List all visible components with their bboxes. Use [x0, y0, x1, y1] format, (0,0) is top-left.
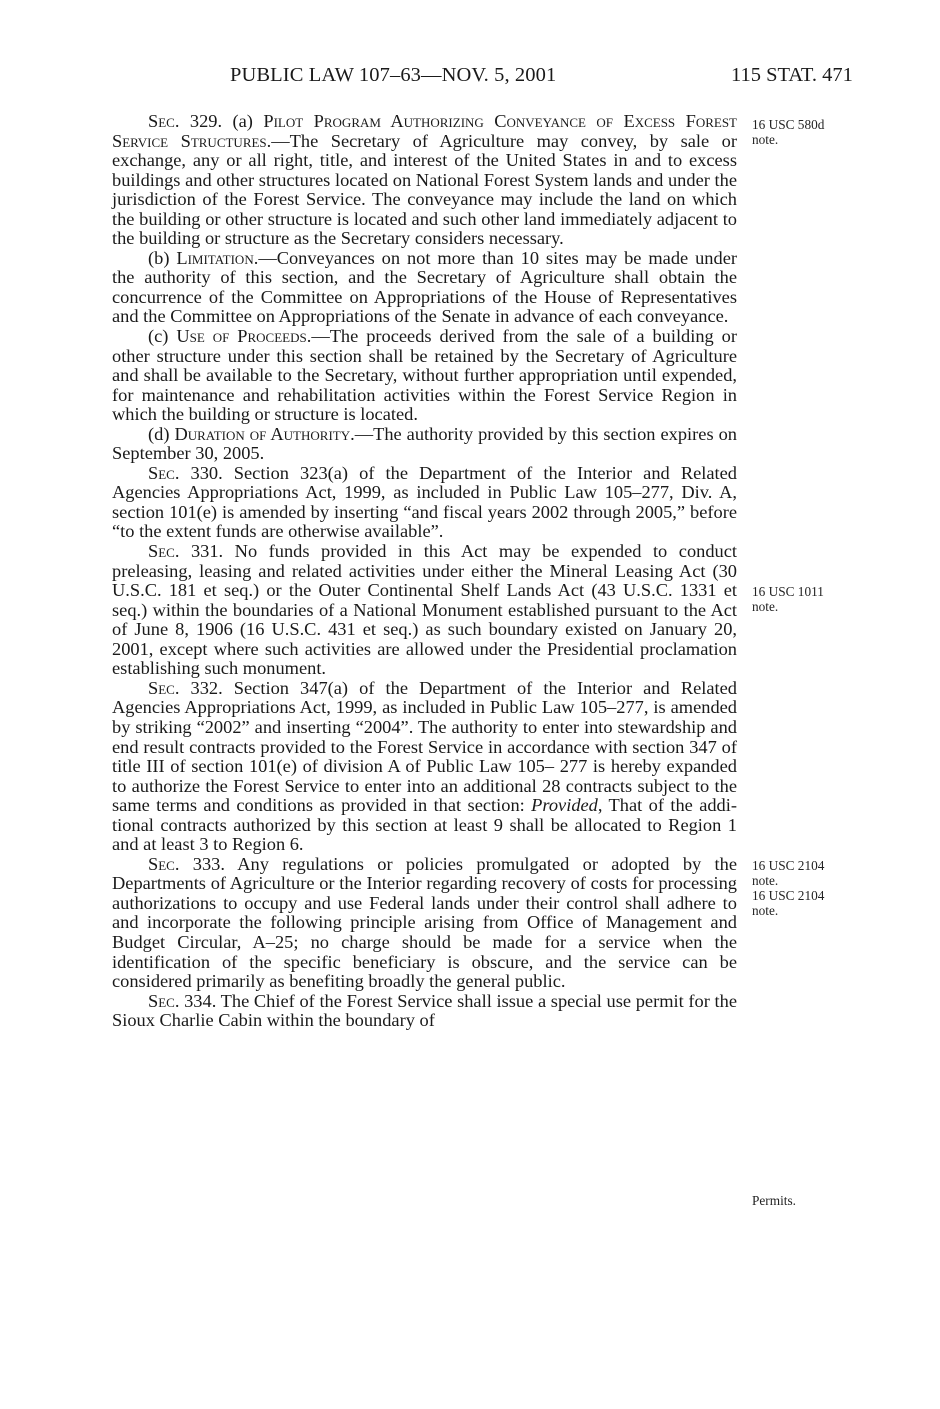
section-330: [112, 464, 737, 542]
margin-note-citation: 16 USC 580d: [752, 117, 825, 132]
subsection-heading: Pilot Program Authorizing Conveyance of Excess Forest Service Structures.: [112, 111, 738, 151]
sec-label: Sec.: [148, 677, 180, 698]
section-332: [112, 679, 737, 855]
section-number: 329. (a): [179, 111, 264, 131]
subsection-lead: (d): [148, 423, 175, 444]
section-text: —The proceeds derived from the sale of a building or other structure under this section shall be retained by the Secretary of Agriculture and shall be available to the Secretary, without further appropriation until expended, for maintenance and rehabilitation activities within the Forest Service Region in which the building or structure is located.: [112, 326, 737, 425]
sec-label: Sec.: [148, 853, 180, 874]
margin-note-permits: [752, 1193, 862, 1208]
sec-label: Sec.: [148, 111, 180, 131]
section-text: 333. Any regulations or policies promulgated or adopted by the Departments of Agriculture or the Interior regarding recovery of costs for processing authorizations to occupy and use Federal lands under their control shall adhere to and incorporate the following principle arising from Office of Management and Budget Circular, A–25; no charge should be made for a service when the identification of the specific beneficiary is obscure, and the service can be considered primarily as benefiting broadly the general public.: [112, 853, 737, 992]
section-329-a: [112, 112, 737, 249]
section-text: 331. No funds provided in this Act may be expended to conduct preleasing, leasing and related activities under either the Mineral Leasing Act (30 U.S.C. 181 et seq.) or the Outer Continental Shelf Lands Act (43 U.S.C. 1331 et seq.) within the boundaries of a National Monument established pursuant to the Act of June 8, 1906 (16 U.S.C. 431 et seq.) as such boundary existed on January 20, 2001, except where such activities are allowed under the Presidential proclamation establishing such monument.: [112, 541, 737, 679]
subsection-heading: Duration of Authority.: [174, 423, 355, 444]
section-331: [112, 542, 737, 679]
sec-label: Sec.: [148, 462, 180, 483]
margin-note-label: note.: [752, 132, 779, 147]
section-text: 330. Section 323(a) of the Department of the Interior and Related Agencies Appropriations Act, 1999, as included in Public Law 105–277, Div. A, section 101(e) is amended by inserting “and fiscal years 2002 through 2005,” before “to the extent funds are otherwise available”.: [112, 462, 737, 542]
section-333: [112, 855, 737, 992]
proviso-word: Provided: [531, 795, 598, 816]
section-text: —The Secretary of Agriculture may convey, by sale or exchange, any or all right, title, and interest of the United States in and to excess buildings and other structures located on National Forest System lands and under the jurisdiction of the Forest Service. The conveyance may include the land on which the building or other structure is located and such other land immediately adjacent to the building or structure as the Secretary considers necessary.: [112, 130, 737, 249]
margin-note-citation: 16 USC 2104: [752, 858, 825, 873]
section-334: [112, 992, 737, 1031]
section-text: —The authority provided by this section expires on September 30, 2005.: [112, 423, 737, 464]
section-text: 334. The Chief of the Forest Service shall issue a special use permit for the Sioux Charlie Cabin within the boundary of: [112, 990, 737, 1031]
subsection-lead: (c): [148, 326, 177, 347]
section-329-d: [112, 425, 737, 464]
running-header: [0, 62, 940, 88]
sec-label: Sec.: [148, 541, 180, 562]
margin-note-label: note.: [752, 903, 779, 918]
header-title: PUBLIC LAW 107–63—NOV. 5, 2001: [230, 64, 557, 86]
margin-note-citation: 16 USC 2104: [752, 888, 825, 903]
margin-note-2104: [752, 858, 862, 918]
body-text: [112, 112, 737, 1031]
subsection-lead: (b): [148, 247, 177, 268]
section-text: 332. Section 347(a) of the Department of the Interior and Related Agencies Appropriations Act, 1999, as included in Public Law 105–277, is amended by striking “2002” and inserting “2004”. The authority to enter into stewardship and end result contracts provided to the Forest Service in accordance with section 347 of title III of section 101(e) of division A of Public Law 105– 277 is hereby expanded to authorize the Forest Service to enter into an additional 28 contracts subject to the same terms and conditions as provided in that section:: [112, 677, 737, 816]
margin-note-citation: 16 USC 1011: [752, 584, 824, 599]
margin-note-label: note.: [752, 873, 779, 888]
section-329-c: [112, 327, 737, 425]
section-329-b: [112, 249, 737, 327]
subsection-heading: Use of Proceeds.: [176, 326, 312, 347]
section-text: —Conveyances on not more than 10 sites may be made under the authority of this section, and the Secretary of Agriculture shall obtain the concurrence of the Committee on Appropriations of the House of Representatives and the Committee on Appropriations of the Senate in advance of each conveyance.: [112, 247, 737, 327]
margin-note-580d: [752, 117, 862, 147]
sec-label: Sec.: [148, 990, 180, 1011]
margin-note-label: Permits.: [752, 1193, 796, 1208]
margin-note-label: note.: [752, 599, 779, 614]
margin-note-1011: [752, 584, 862, 614]
header-stat-reference: 115 STAT. 471: [731, 64, 853, 86]
subsection-heading: Limitation.: [176, 247, 259, 268]
section-text-continued: , That of the additional contracts authorized by this section at least 9 shall be allocated to Region 1 and at least 3 to Region 6.: [112, 795, 737, 855]
